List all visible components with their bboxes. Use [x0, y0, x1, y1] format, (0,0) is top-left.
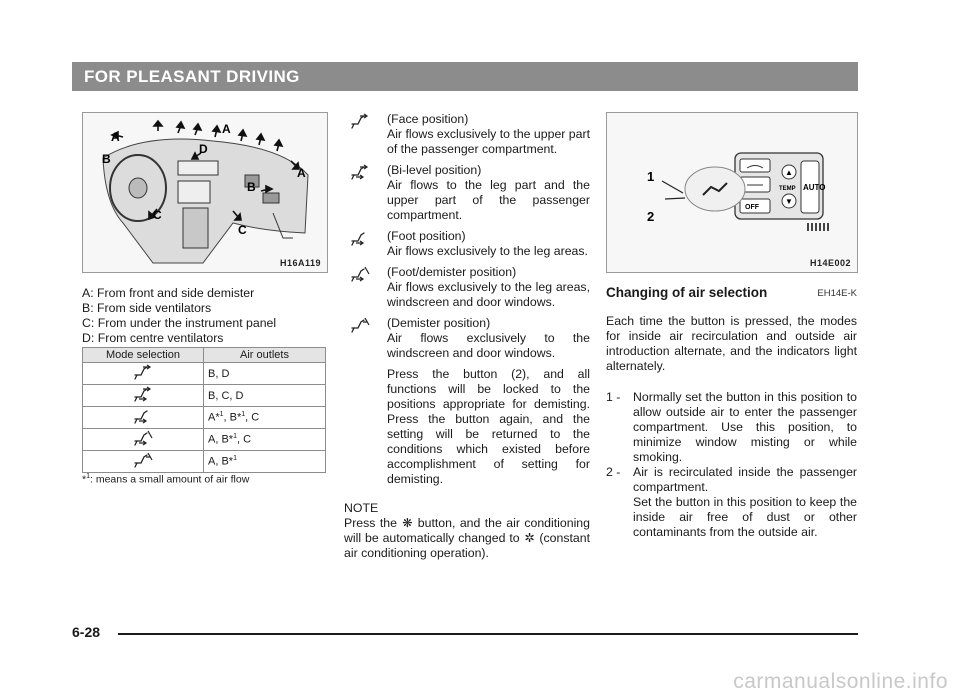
position-description: Air flows exclusively to the upper part of the passenger compartment.	[387, 127, 590, 156]
list-item	[606, 465, 857, 540]
table-row	[83, 429, 326, 451]
table-row	[83, 363, 326, 385]
outlet-legend	[82, 286, 332, 346]
foot-position-icon	[350, 230, 370, 251]
footer-rule	[118, 633, 858, 635]
selection-list	[606, 390, 857, 540]
note-text-middle: button, and the air conditioning will be automatically changed to	[344, 516, 590, 545]
column-header-outlets: Air outlets	[204, 348, 326, 363]
table-row	[83, 451, 326, 473]
bi-level-position-icon	[83, 385, 204, 407]
list-item-number: 2 -	[606, 465, 621, 479]
demister-position-entry	[344, 316, 590, 487]
control-panel-figure	[606, 112, 858, 273]
position-description: Air flows exclusively to the leg areas.	[387, 244, 588, 258]
table-cell-outlets: A, B*$^1$, C	[204, 429, 326, 451]
callout-c-right: C	[238, 223, 247, 237]
position-title: (Bi-level position)	[387, 163, 482, 177]
fan-icon: ❋	[402, 516, 413, 530]
section-header	[72, 62, 858, 91]
demister-note: Press the button (2), and all functions will be locked to the positions appropriate for demisting. Press the button again, and the setting will be returned to the conditions which existed before accomplishment of setting for demisting.	[387, 367, 590, 486]
table-header-row	[83, 348, 326, 363]
position-description: Air flows exclusively to the leg areas, windscreen and door windows.	[387, 280, 590, 309]
callout-1: 1	[647, 169, 655, 184]
list-item-text: Normally set the button in this position to allow outside air to enter the passenger compartment. Use this position, to minimize window misting or while smoking.	[633, 390, 857, 464]
callout-2: 2	[647, 209, 655, 224]
off-label: OFF	[745, 204, 759, 211]
callout-d: D	[199, 142, 208, 156]
legend-item: D: From centre ventilators	[82, 331, 224, 345]
temp-label: TEMP	[779, 186, 796, 192]
section-title: Changing of air selection	[606, 285, 768, 300]
list-item-text-extra: Set the button in this position to keep the inside air free of dust or other contaminants from the outside air.	[633, 495, 857, 539]
foot-demister-position-icon	[83, 429, 204, 451]
watermark: carmanualsonline.info	[733, 670, 948, 693]
demister-position-icon	[83, 451, 204, 473]
table-cell-outlets: B, C, D	[204, 385, 326, 407]
note-text	[344, 516, 590, 561]
footnote: *$^1$: means a small amount of air flow	[82, 473, 250, 486]
position-title: (Foot/demister position)	[387, 265, 517, 279]
mode-selection-table	[82, 347, 326, 473]
table-cell-outlets: A, B*$^1$	[204, 451, 326, 473]
position-title: (Demister position)	[387, 316, 491, 330]
page-number: 6-28	[72, 624, 101, 640]
demister-position-icon	[350, 317, 370, 338]
callout-a-top: A	[222, 122, 231, 136]
callout-b-right: B	[247, 180, 256, 194]
legend-item: A: From front and side demister	[82, 286, 255, 300]
position-title: (Face position)	[387, 112, 469, 126]
face-position-icon	[350, 113, 370, 134]
temp-up-arrow: ▲	[785, 168, 793, 177]
note-text-after: (constant air conditioning operation).	[344, 531, 590, 560]
callout-a-right: A	[297, 166, 306, 180]
section-code: EH14E-K	[817, 288, 857, 299]
snowflake-icon: ✲	[524, 531, 535, 545]
position-title: (Foot position)	[387, 229, 466, 243]
dashboard-vent-figure	[82, 112, 328, 273]
note-text-before: Press the	[344, 516, 397, 530]
auto-label: AUTO	[803, 183, 826, 192]
control-panel-illustration	[607, 113, 857, 272]
note-block	[344, 501, 590, 561]
face-position-icon	[83, 363, 204, 385]
temp-down-arrow: ▼	[785, 197, 793, 206]
bi-level-position-icon	[350, 164, 370, 185]
callout-a-left: A	[111, 130, 120, 144]
air-selection-section	[606, 284, 857, 540]
foot-demister-position-entry	[344, 265, 590, 310]
section-heading	[606, 284, 857, 304]
legend-item: B: From side ventilators	[82, 301, 212, 315]
table-row	[83, 385, 326, 407]
list-item-text: Air is recirculated inside the passenger compartment.	[633, 465, 857, 494]
table-row	[83, 407, 326, 429]
dashboard-illustration	[83, 113, 327, 272]
callout-b-left: B	[102, 152, 111, 166]
foot-position-icon	[83, 407, 204, 429]
note-label: NOTE	[344, 501, 379, 515]
foot-position-entry	[344, 229, 590, 259]
position-description: Air flows to the leg part and the upper part of the passenger compartment.	[387, 178, 590, 222]
bi-level-position-entry	[344, 163, 590, 223]
foot-demister-position-icon	[350, 266, 370, 287]
table-cell-outlets: B, D	[204, 363, 326, 385]
legend-item: C: From under the instrument panel	[82, 316, 277, 330]
list-item	[606, 390, 857, 465]
callout-c-left: C	[153, 208, 162, 222]
section-intro: Each time the button is pressed, the modes for inside air recirculation and outside air introduction alternate, and the indicators light alternately.	[606, 314, 857, 373]
table-cell-outlets: A*$^1$, B*$^1$, C	[204, 407, 326, 429]
figure-code-left: H16A119	[279, 258, 321, 268]
mode-descriptions	[344, 112, 590, 561]
list-item-number: 1 -	[606, 390, 621, 404]
face-position-entry	[344, 112, 590, 157]
figure-code-right: H14E002	[809, 258, 851, 268]
position-description: Air flows exclusively to the windscreen and door windows.	[387, 331, 590, 360]
column-header-mode: Mode selection	[83, 348, 204, 363]
section-header-title: FOR PLEASANT DRIVING	[84, 67, 300, 86]
